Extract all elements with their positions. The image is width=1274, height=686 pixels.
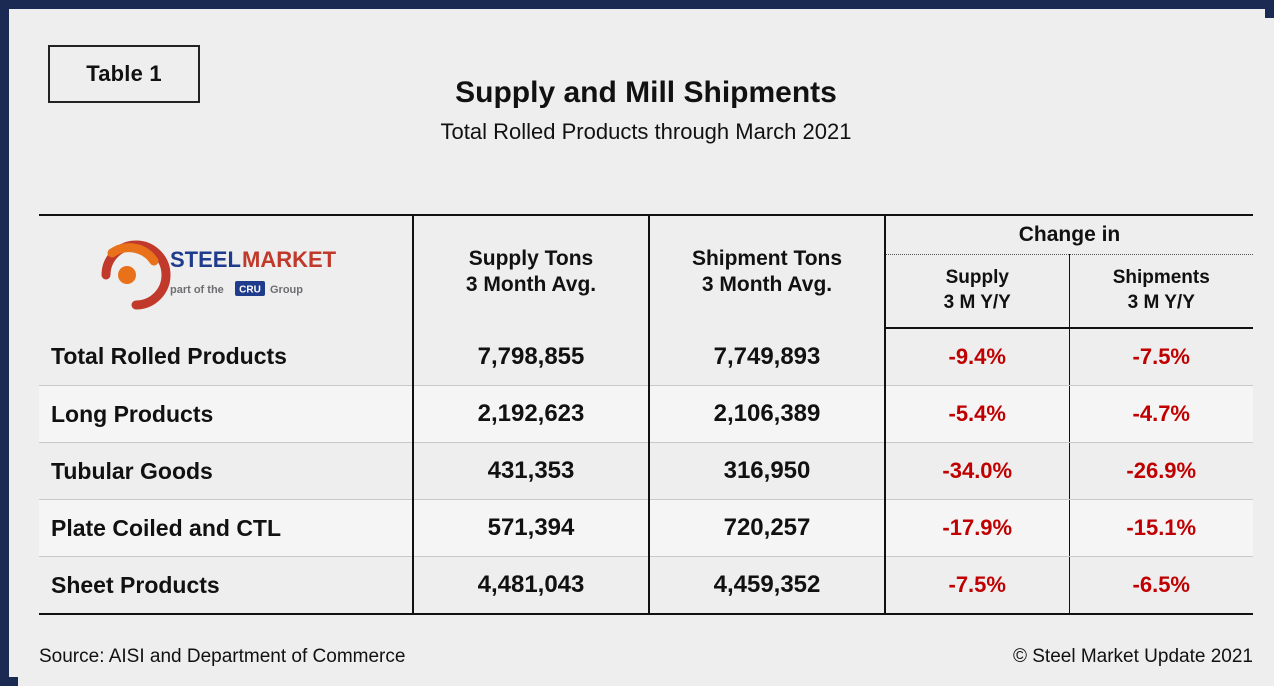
cell-change-supply: -34.0% [885,443,1069,500]
row-label: Plate Coiled and CTL [39,500,413,557]
row-label: Tubular Goods [39,443,413,500]
svg-text:CRU: CRU [238,284,261,296]
row-label: Total Rolled Products [39,328,413,386]
col-header-change-shipments [1069,255,1253,329]
footer [39,646,1253,668]
cell-change-shipments: -6.5% [1069,557,1253,615]
table-row [39,443,1253,500]
cell-shipment-tons: 7,749,893 [649,328,885,386]
cell-shipment-tons: 316,950 [649,443,885,500]
svg-text:Group: Group [269,284,303,296]
cell-shipment-tons: 720,257 [649,500,885,557]
cell-change-supply: -5.4% [885,386,1069,443]
footer-source: Source: AISI and Department of Commerce [39,646,406,667]
cell-change-shipments: -26.9% [1069,443,1253,500]
title-block [18,76,1274,144]
col-header-shipment-tons-line1: Shipment Tons [691,246,843,270]
cell-change-shipments: -4.7% [1069,386,1253,443]
svg-text:part of the: part of the [169,284,224,296]
col-header-supply-tons-line1: Supply Tons [468,246,594,270]
table-row [39,328,1253,386]
svg-text:STEEL: STEEL [169,247,241,272]
logo-cell [39,215,413,328]
table-card-inner [18,18,1274,686]
table-row [39,557,1253,615]
row-label: Sheet Products [39,557,413,615]
cell-change-supply: -9.4% [885,328,1069,386]
cell-supply-tons: 2,192,623 [413,386,649,443]
table-row [39,386,1253,443]
col-header-shipment-tons-line2: 3 Month Avg. [701,273,833,296]
cell-supply-tons: 7,798,855 [413,328,649,386]
cell-shipment-tons: 2,106,389 [649,386,885,443]
col-header-change-shipments-line1: Shipments [1112,267,1210,289]
cell-change-shipments: -7.5% [1069,328,1253,386]
cell-shipment-tons: 4,459,352 [649,557,885,615]
steel-market-update-logo [92,231,360,313]
cell-supply-tons: 4,481,043 [413,557,649,615]
table-row [39,500,1253,557]
table-number-label: Table 1 [86,61,162,86]
supply-shipments-table [39,214,1253,615]
page-subtitle: Total Rolled Products through March 2021 [440,118,852,144]
cell-change-supply: -17.9% [885,500,1069,557]
footer-copyright: © Steel Market Update 2021 [1012,646,1253,667]
cell-supply-tons: 571,394 [413,500,649,557]
col-group-header-change-in: Change in [885,215,1253,255]
cell-supply-tons: 431,353 [413,443,649,500]
svg-text:MARKET: MARKET [241,247,336,272]
col-header-change-supply [885,255,1069,329]
table-header-row-top [39,215,1253,255]
header [18,18,1274,214]
cell-change-supply: -7.5% [885,557,1069,615]
cell-change-shipments: -15.1% [1069,500,1253,557]
page-title: Supply and Mill Shipments [455,76,837,109]
col-header-change-shipments-line2: 3 M Y/Y [1127,292,1195,313]
col-header-supply-tons-line2: 3 Month Avg. [465,273,597,296]
col-header-supply-tons [413,215,649,328]
col-header-change-supply-line2: 3 M Y/Y [943,292,1011,313]
logo-wrap [39,220,412,324]
col-header-shipment-tons [649,215,885,328]
row-label: Long Products [39,386,413,443]
col-header-change-supply-line1: Supply [945,267,1009,289]
